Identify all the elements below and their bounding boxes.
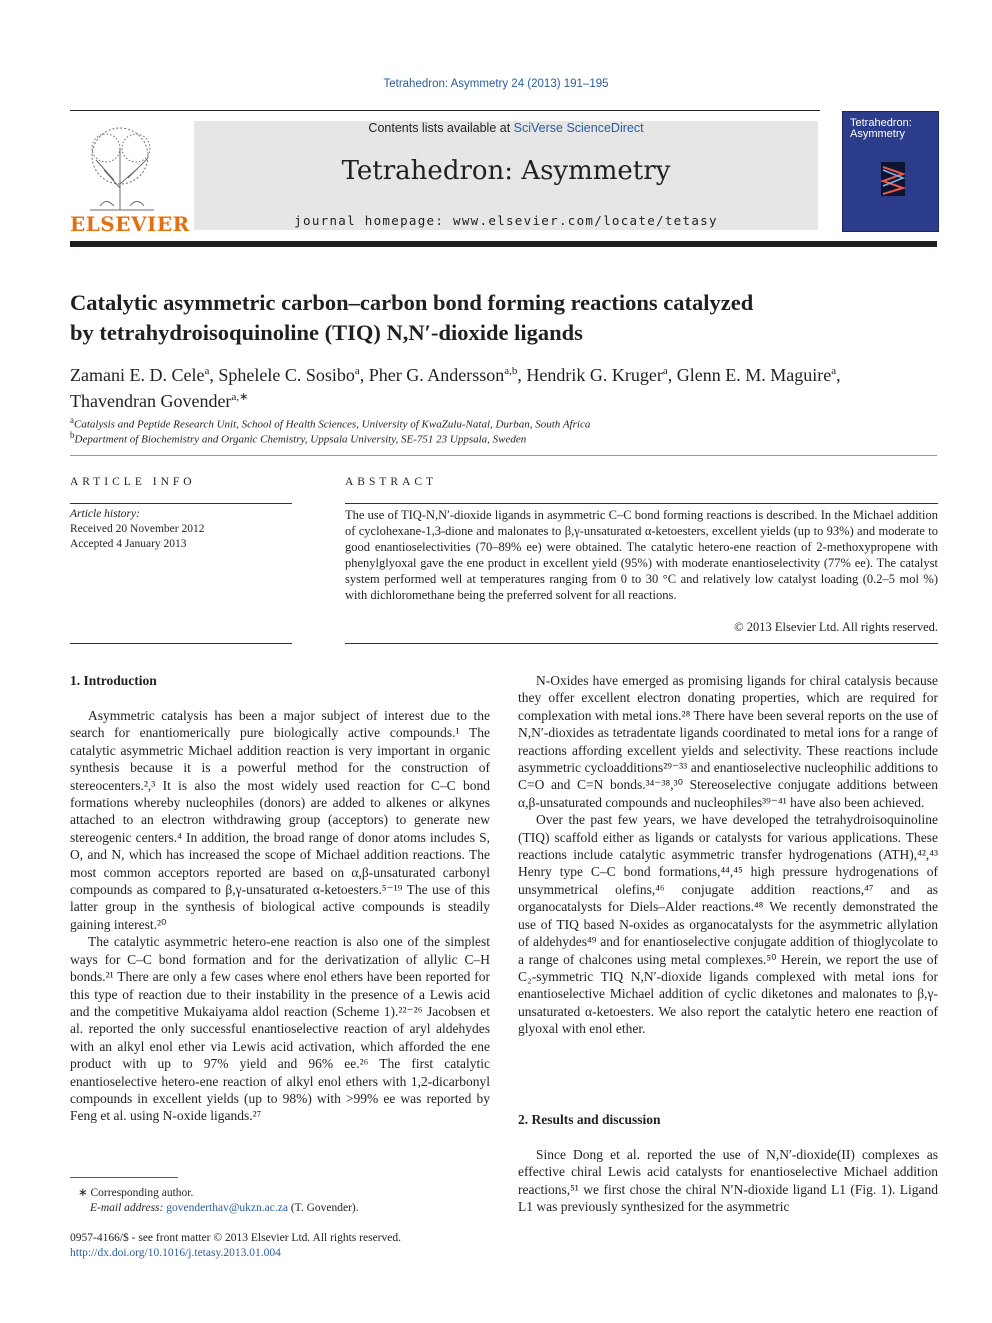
corresponding-author-note: ∗ Corresponding author. [78,1187,194,1199]
author-name[interactable]: Sphelele C. Sosibo [218,365,355,385]
author-affil-mark: a [354,365,360,377]
elsevier-wordmark: ELSEVIER [70,212,190,236]
article-info-rule [70,503,292,504]
email-suffix: (T. Govender). [287,1202,359,1214]
author-affil-mark: a [204,365,210,377]
article-info-heading: ARTICLE INFO [70,476,196,488]
accepted-date: Accepted 4 January 2013 [70,538,187,550]
author-list: Zamani E. D. Cele$^a$, Sphelele C. Sosibo$^a$, Pher G. Andersson$^{a,b}$, Hendrik G. Kruger$^a$, Glenn E. M. Maguire$^a$, Thavendran Govender$^{a,∗}$ [70,365,841,411]
article-history [70,507,292,552]
abstract-bottom-rule [345,643,938,644]
article-title [70,288,940,348]
sciencedirect-link[interactable]: SciVerse ScienceDirect [513,121,644,135]
affiliation-text: Department of Biochemistry and Organic Chemistry, Uppsala University, SE-751 23 Uppsala, Sweden [74,433,527,446]
affiliation-divider [70,455,937,456]
abstract-heading: ABSTRACT [345,476,438,488]
section-heading-results: 2. Results and discussion [518,1112,661,1127]
right-column [518,672,938,1038]
email-note [78,1201,498,1216]
paragraph: Asymmetric catalysis has been a major subject of interest due to the search for enantiomerically pure biologically active compounds.¹ The catalytic asymmetric Michael addition reaction is very important in organic synthesis because it is a powerful method for the construction of stereocenters.²,³ It is also the most widely used reaction for C–C bond formations whereby nucleophiles (donors) are added to alkenes or alkynes attached to an electron withdrawing group (acceptors) to generate new stereogenic centers.⁴ In addition, the broad range of donor atoms includes S, O, and N, which has increased the scope of Michael addition reactions. The most common acceptors reported are based on α,β-unsaturated carbonyl compounds as compared to β,γ-unsaturated α-ketoesters.⁵⁻¹⁹ The use of this latter group in the synthesis of biological active compounds is steadily gaining interest.²⁰ [70,708,490,932]
contents-line [194,121,818,135]
paragraph: Over the past few years, we have developed the tetrahydroisoquinoline (TIQ) scaffold either as ligands or catalysts for various applications. These reactions include catalytic asymmetric transfer hydrogenations (ATH),⁴²,⁴³ Henry type C–C bond formations,⁴⁴,⁴⁵ high pressure hydrogenations of unsymmetrical olefins,⁴⁶ conjugate addition reactions,⁴⁷ and as organocatalysts for Diels–Alder reactions.⁴⁸ We recently demonstrated the use of TIQ based N-oxides as organocatalysts for the asymmetric allylation of aldehydes⁴⁹ and for enantioselective conjugate addition of thioglycolate to a range of chalcones using metal complexes.⁵⁰ Herein, we report the use of C₂-symmetric TIQ N,N′-dioxide ligands complexed with metal ions for enantioselective Michael addition of cyclic diketones and malonates to β,γ-unsaturated α-ketoesters. We also report the catalytic hetero ene reaction of glyoxal with enol ether. [518,812,938,1037]
left-column [70,707,490,1125]
journal-citation[interactable]: Tetrahedron: Asymmetry 24 (2013) 191–195 [383,78,609,90]
affiliation [70,430,940,446]
abstract-rule [345,503,938,504]
right-column-continued [518,1146,938,1216]
title-line-1: Catalytic asymmetric carbon–carbon bond forming reactions catalyzed [70,290,754,315]
paragraph: The catalytic asymmetric hetero-ene reaction is also one of the simplest ways for C–C bond formation and for the derivatization of allylic C–H bonds.²¹ There are only a few cases where enol ethers have been reported for this type of reaction due to their instability in the presence of a Lewis acid and the competitive Mukaiyama aldol reaction (Scheme 1).²²⁻²⁶ Jacobsen et al. reported the only successful enantioselective reaction of aryl aldehydes with an alkyl enol ether via Lewis acid activation, which afforded the ene product with up to 97% yield and 96% ee.²⁶ The first catalytic enantioselective hetero-ene reaction of alkyl enol ethers with 1,2-dicarbonyl compounds in excellent yields (up to 98%) with >99% ee was reported by Feng et al. using N-oxide ligands.²⁷ [70,934,490,1124]
abstract-text: The use of TIQ-N,N′-dioxide ligands in asymmetric C–C bond forming reactions is described. In the Michael addition of cyclohexane-1,3-dione and malonates to β,γ-unsaturated α-ketoesters, excellent yields (up to 93%) and moderate to good enantioselectivities (70–89% ee) were obtained. The catalytic hetero-ene reaction of 2-methoxypropene with phenylglyoxal gave the ene product in excellent yield (95%) with moderate enantioselectivity (77% ee). The catalyst system performed well at temperatures ranging from 0 to 30 °C and relatively low catalyst loading (0.2–5 mol %) with dichloromethane being the preferred solvent for all reactions. [345,508,938,602]
author-name[interactable]: Zamani E. D. Cele [70,365,205,385]
contents-prefix: Contents lists available at [368,121,514,135]
affiliation-text: Catalysis and Peptide Research Unit, School of Health Sciences, University of KwaZulu-Natal, Durban, South Africa [74,418,591,431]
paragraph: N-Oxides have emerged as promising ligands for chiral catalysis because they offer excellent electron donating properties, which are required for complexation with metal ions.²⁸ There have been several reports on the use of N,N′-dioxides as tetradentate ligands coordinated to metal ions for a range of reactions affording excellent yields and selectivity. These reactions include asymmetric cycloadditions²⁹⁻³³ and enantioselective nucleophilic additions to C=O and C=N bonds.³⁴⁻³⁸,³⁰ Stereoselective conjugate additions between α,β-unsaturated compounds and nucleophiles³⁹⁻⁴¹ have also been achieved. [518,673,938,810]
author-affil-mark: a,∗ [231,391,249,403]
title-line-2: by tetrahydroisoquinoline (TIQ) N,N′-dioxide ligands [70,320,583,345]
section-heading-introduction: 1. Introduction [70,673,157,688]
author-name[interactable]: Thavendran Govender [70,391,232,411]
header-divider [70,110,820,111]
abstract-copyright: © 2013 Elsevier Ltd. All rights reserved. [734,620,938,634]
front-matter [70,1231,490,1261]
issn-line: 0957-4166/$ - see front matter © 2013 Elsevier Ltd. All rights reserved. [70,1232,401,1244]
header-thick-rule [70,241,937,247]
author-name[interactable]: Glenn E. M. Maguire [676,365,832,385]
footnotes [78,1186,498,1216]
author-name[interactable]: Pher G. Andersson [368,365,505,385]
affiliation-mark: b [70,430,75,440]
article-info-bottom-rule [70,643,292,644]
journal-title: Tetrahedron: Asymmetry [341,156,671,186]
doi-link[interactable]: http://dx.doi.org/10.1016/j.tetasy.2013.01.004 [70,1247,281,1259]
affiliation [70,415,940,431]
email-label: E-mail address: [90,1202,167,1214]
journal-homepage[interactable]: journal homepage: www.elsevier.com/locate/tetasy [294,213,718,228]
author-affil-mark: a,b [504,365,518,377]
email-link[interactable]: govenderthav@ukzn.ac.za [166,1202,288,1214]
author-name[interactable]: Hendrik G. Kruger [526,365,663,385]
paragraph: Since Dong et al. reported the use of N,N′-dioxide(II) complexes as effective chiral Lewis acid catalysts for enantioselective Michael addition reactions,⁵¹ we first chose the chiral N′N-dioxide ligand L1 (Fig. 1). Ligand L1 was previously synthesized for the asymmetric [518,1147,938,1215]
cover-title: Tetrahedron: Asymmetry [850,117,912,140]
author-affil-mark: a [662,365,668,377]
affiliation-mark: a [70,415,74,425]
footnote-rule [70,1177,178,1178]
received-date: Received 20 November 2012 [70,523,205,535]
history-label: Article history: [70,508,140,520]
author-affil-mark: a [831,365,837,377]
